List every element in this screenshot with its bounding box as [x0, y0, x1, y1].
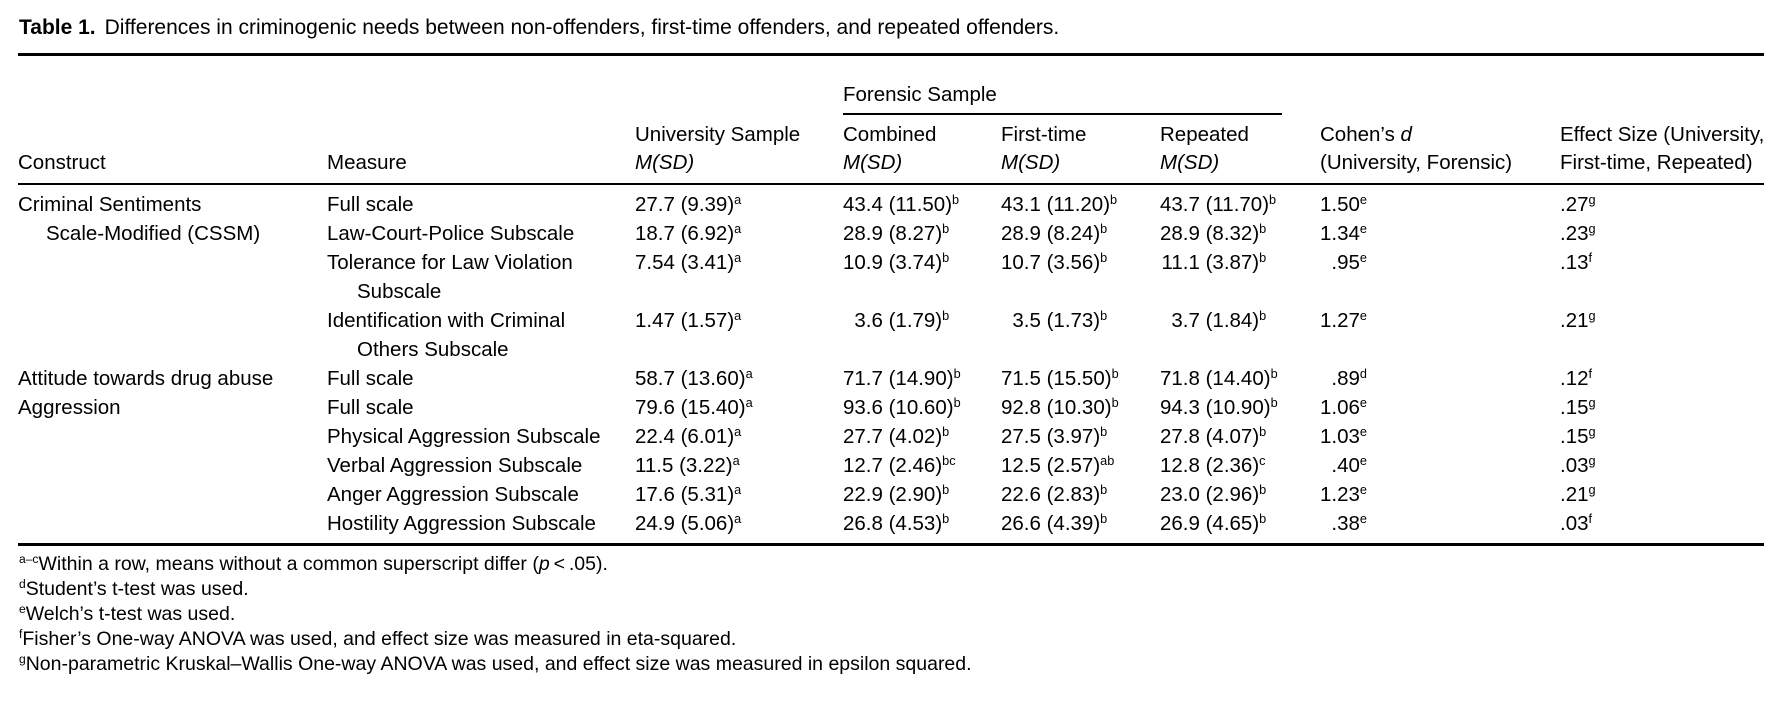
- cell-measure: Full scale: [327, 395, 414, 419]
- cell-construct: [18, 451, 327, 480]
- cell-cohens-d: .40e: [1331, 452, 1367, 477]
- cell-repeated-msd: 23.0 $(2.96)^b$: [1160, 481, 1267, 506]
- cell-measure: Verbal Aggression Subscale: [327, 453, 583, 477]
- cell-combined-msd: 10.9 $(3.74)^b$: [843, 249, 950, 274]
- cell-combined-msd: 12.7 $(2.46)^{bc}$: [843, 452, 956, 477]
- cell-measure: Identification with Criminal Others Subscale: [327, 308, 566, 361]
- cell-cohens-d: 1.03e: [1320, 423, 1367, 448]
- cell-effect-size: .03$^g$: [1560, 452, 1596, 477]
- footnotes: [19, 552, 1766, 677]
- cell-measure: Physical Aggression Subscale: [327, 424, 601, 448]
- footnote: $^f$Fisher’s One-way ANOVA was used, and effect size was measured in eta-squared.: [19, 626, 737, 650]
- cell-construct: Criminal Sentiments: [18, 192, 202, 216]
- table-row: [18, 480, 1764, 509]
- cell-first-time-msd: 27.5 $(3.97)^b$: [1001, 423, 1108, 448]
- cell-university-msd: 1.47 $(1.57)^a$: [635, 307, 742, 332]
- cell-measure: Hostility Aggression Subscale: [327, 511, 596, 535]
- cell-measure: Tolerance for Law Violation Subscale: [327, 250, 573, 303]
- cell-university-msd: 11.5 $(3.22)^a$: [635, 452, 740, 477]
- cell-construct: [18, 306, 327, 364]
- col-header-repeated: Repeated M(SD): [1160, 115, 1320, 184]
- col-header-first-time: First-time M(SD): [1001, 115, 1160, 184]
- cell-construct: [18, 422, 327, 451]
- cell-cohens-d: 1.50e: [1320, 191, 1367, 216]
- cell-combined-msd: 22.9 $(2.90)^b$: [843, 481, 950, 506]
- cell-measure: Full scale: [327, 192, 414, 216]
- cell-construct: Aggression: [18, 395, 121, 419]
- table-row: [18, 393, 1764, 422]
- cell-combined-msd: 26.8 $(4.53)^b$: [843, 510, 950, 535]
- col-header-cohens-d: Cohen’s d (University, Forensic): [1320, 115, 1560, 184]
- col-header-combined: Combined M(SD): [843, 115, 1001, 184]
- cell-university-msd: 7.54 $(3.41)^a$: [635, 249, 742, 274]
- cell-combined-msd: 27.7 $(4.02)^b$: [843, 423, 950, 448]
- cell-repeated-msd: 43.7 $(11.70)^b$: [1160, 191, 1277, 216]
- cell-effect-size: .21$^g$: [1560, 307, 1596, 332]
- cell-effect-size: .27$^g$: [1560, 191, 1596, 216]
- table-header: [18, 55, 1764, 184]
- cell-cohens-d: .89$^d$: [1331, 365, 1367, 390]
- cell-cohens-d: .38e: [1331, 510, 1367, 535]
- table-row: [18, 306, 1764, 364]
- cell-repeated-msd: 26.9 $(4.65)^b$: [1160, 510, 1267, 535]
- cell-first-time-msd: 22.6 $(2.83)^b$: [1001, 481, 1108, 506]
- footnote: $^{a-c}$Within a row, means without a common superscript differ (p < .05).: [19, 551, 608, 575]
- cell-first-time-msd: 3.5 $(1.73)^b$: [1012, 307, 1108, 332]
- cell-effect-size: .23$^g$: [1560, 220, 1596, 245]
- table-title: [19, 14, 1766, 42]
- cell-repeated-msd: 71.8 $(14.40)^b$: [1160, 365, 1278, 390]
- cell-first-time-msd: 92.8 $(10.30)^b$: [1001, 394, 1119, 419]
- table-number-label: Table 1.: [19, 16, 96, 39]
- table-row: [18, 422, 1764, 451]
- cell-measure: Law-Court-Police Subscale: [327, 221, 575, 245]
- cell-repeated-msd: 11.1 $(3.87)^b$: [1161, 249, 1267, 274]
- col-header-university-sample: University Sample M(SD): [635, 115, 843, 184]
- cell-construct: [18, 248, 327, 306]
- table-row: [18, 248, 1764, 306]
- col-header-effect-size: Effect Size (University, First-time, Repeated): [1560, 115, 1764, 184]
- cell-effect-size: .13$^f$: [1560, 249, 1593, 274]
- footnote: $^d$Student’s t-test was used.: [19, 576, 249, 600]
- cell-measure: Full scale: [327, 366, 414, 390]
- cell-repeated-msd: 3.7 $(1.84)^b$: [1171, 307, 1267, 332]
- cell-university-msd: 27.7 $(9.39)^a$: [635, 191, 742, 216]
- cell-cohens-d: 1.23e: [1320, 481, 1367, 506]
- cell-cohens-d: 1.27e: [1320, 307, 1367, 332]
- cell-university-msd: 24.9 $(5.06)^a$: [635, 510, 742, 535]
- cell-construct: [18, 509, 327, 545]
- cell-first-time-msd: 26.6 $(4.39)^b$: [1001, 510, 1108, 535]
- cell-combined-msd: 93.6 $(10.60)^b$: [843, 394, 961, 419]
- cell-first-time-msd: 10.7 $(3.56)^b$: [1001, 249, 1108, 274]
- cell-repeated-msd: 28.9 $(8.32)^b$: [1160, 220, 1267, 245]
- cell-cohens-d: 1.34e: [1320, 220, 1367, 245]
- cell-first-time-msd: 43.1 $(11.20)^b$: [1001, 191, 1118, 216]
- footnote: $^g$Non-parametric Kruskal–Wallis One-way ANOVA was used, and effect size was measured in epsilon squared.: [19, 651, 972, 675]
- table-body: [18, 184, 1764, 545]
- spanner-row: [18, 55, 1764, 115]
- spanner-empty-left: [18, 55, 843, 115]
- cell-construct: [18, 480, 327, 509]
- cell-repeated-msd: 94.3 $(10.90)^b$: [1160, 394, 1278, 419]
- cell-cohens-d: 1.06e: [1320, 394, 1367, 419]
- cell-effect-size: .15$^g$: [1560, 394, 1596, 419]
- col-header-construct: Construct: [18, 115, 327, 184]
- cell-combined-msd: 71.7 $(14.90)^b$: [843, 365, 961, 390]
- cell-repeated-msd: 27.8 $(4.07)^b$: [1160, 423, 1267, 448]
- cell-first-time-msd: 12.5 $(2.57)^{ab}$: [1001, 452, 1115, 477]
- cell-university-msd: 79.6 $(15.40)^a$: [635, 394, 753, 419]
- cell-effect-size: .21$^g$: [1560, 481, 1596, 506]
- table-row: [18, 451, 1764, 480]
- cell-effect-size: .03$^f$: [1560, 510, 1593, 535]
- table-row: [18, 219, 1764, 248]
- cell-effect-size: .12$^f$: [1560, 365, 1593, 390]
- cell-first-time-msd: 28.9 $(8.24)^b$: [1001, 220, 1108, 245]
- cell-measure: Anger Aggression Subscale: [327, 482, 579, 506]
- cell-first-time-msd: 71.5 $(15.50)^b$: [1001, 365, 1119, 390]
- column-header-row: [18, 115, 1764, 184]
- criminogenic-needs-table: [18, 53, 1764, 546]
- table-row: [18, 509, 1764, 545]
- table-row: [18, 184, 1764, 219]
- forensic-sample-spanner: [843, 55, 1320, 115]
- cell-university-msd: 17.6 $(5.31)^a$: [635, 481, 742, 506]
- cell-combined-msd: 28.9 $(8.27)^b$: [843, 220, 950, 245]
- spanner-empty-right: [1320, 55, 1764, 115]
- col-header-measure: Measure: [327, 115, 635, 184]
- cell-repeated-msd: 12.8 $(2.36)^c$: [1160, 452, 1266, 477]
- cell-combined-msd: 3.6 $(1.79)^b$: [854, 307, 950, 332]
- cell-cohens-d: .95e: [1331, 249, 1367, 274]
- cell-construct: Scale-Modified (CSSM): [46, 221, 261, 245]
- cell-university-msd: 22.4 $(6.01)^a$: [635, 423, 742, 448]
- forensic-sample-label: Forensic Sample: [843, 82, 1282, 115]
- cell-construct: Attitude towards drug abuse: [18, 366, 274, 390]
- table-caption: Differences in criminogenic needs between non-offenders, first-time offenders, and repeated offenders.: [104, 16, 1060, 39]
- cell-effect-size: .15$^g$: [1560, 423, 1596, 448]
- cell-combined-msd: 43.4 $(11.50)^b$: [843, 191, 960, 216]
- footnote: $^e$Welch’s t-test was used.: [19, 601, 236, 625]
- cell-university-msd: 58.7 $(13.60)^a$: [635, 365, 753, 390]
- cell-university-msd: 18.7 $(6.92)^a$: [635, 220, 742, 245]
- table-row: [18, 364, 1764, 393]
